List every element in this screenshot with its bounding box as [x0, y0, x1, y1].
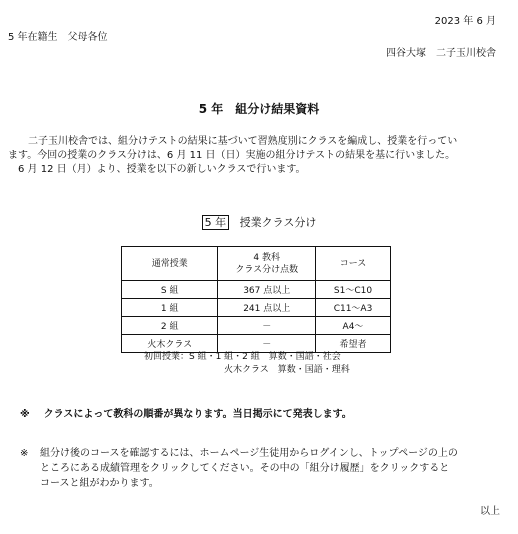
- note-order-text: クラスによって教科の順番が異なります。当日掲示にて発表します。: [43, 409, 352, 420]
- cell-score: 241 点以上: [218, 299, 316, 317]
- sender: 四谷大塚 二子玉川校舎: [386, 48, 496, 59]
- header-score: [218, 247, 316, 281]
- header-score-line-1: 4 教科: [253, 252, 281, 263]
- addressee: 5 年在籍生 父母各位: [8, 32, 108, 43]
- section-heading-label: 授業クラス分け: [239, 216, 317, 229]
- cell-class: 1 組: [122, 299, 218, 317]
- cell-class: 火木クラス: [122, 335, 218, 353]
- table-row: [122, 299, 391, 317]
- note-line-3: コースと組がわかります。: [40, 478, 159, 489]
- cell-class: 2 組: [122, 317, 218, 335]
- cell-course: A4～: [316, 317, 391, 335]
- cell-score: 367 点以上: [218, 281, 316, 299]
- document-date: 2023 年 6 月: [434, 16, 496, 27]
- cell-course: S1～C10: [316, 281, 391, 299]
- header-course: コース: [316, 247, 391, 281]
- table-header-row: [122, 247, 391, 281]
- document-title: 5 年 組分け結果資料: [198, 102, 320, 116]
- cell-course: 希望者: [316, 335, 391, 353]
- class-table: [121, 246, 391, 353]
- intro-line-1: 二子玉川校舎では、組分けテストの結果に基づいて習熟度別にクラスを編成し、授業を行ってい: [28, 136, 458, 147]
- first-class-info: [144, 351, 350, 377]
- first-class-line-1: 初回授業：S 組・1 組・2 組 算数・国語・社会: [144, 352, 341, 362]
- header-regular-class: 通常授業: [122, 247, 218, 281]
- table-row: [122, 317, 391, 335]
- cell-score: －: [218, 335, 316, 353]
- note-line-1: 組分け後のコースを確認するには、ホームページ生徒用からログインし、トップページの上の: [40, 448, 458, 459]
- section-heading: [0, 214, 518, 230]
- cell-class: S 組: [122, 281, 218, 299]
- note-mark: ※: [20, 448, 29, 459]
- note-course-check: [20, 446, 510, 491]
- intro-line-2: ます。今回の授業のクラス分けは、6 月 11 日（日）実施の組分けテストの結果を基に行いました。: [8, 150, 456, 161]
- note-order: [20, 405, 352, 420]
- grade-box: 5 年: [202, 215, 230, 230]
- cell-course: C11～A3: [316, 299, 391, 317]
- note-mark: ※: [20, 409, 30, 420]
- note-line-2: ところにある成績管理をクリックしてください。その中の「組分け履歴」をクリックすると: [40, 463, 450, 474]
- closing-remark: 以上: [480, 506, 500, 517]
- cell-score: －: [218, 317, 316, 335]
- intro-line-3: 6 月 12 日（月）より、授業を以下の新しいクラスで行います。: [18, 164, 306, 175]
- intro-paragraph: [8, 135, 508, 177]
- table-row: [122, 335, 391, 353]
- table-row: [122, 281, 391, 299]
- first-class-line-2: 火木クラス 算数・国語・理科: [224, 365, 350, 375]
- header-score-line-2: クラス分け点数: [235, 264, 299, 275]
- note-course-check-body: [40, 446, 510, 491]
